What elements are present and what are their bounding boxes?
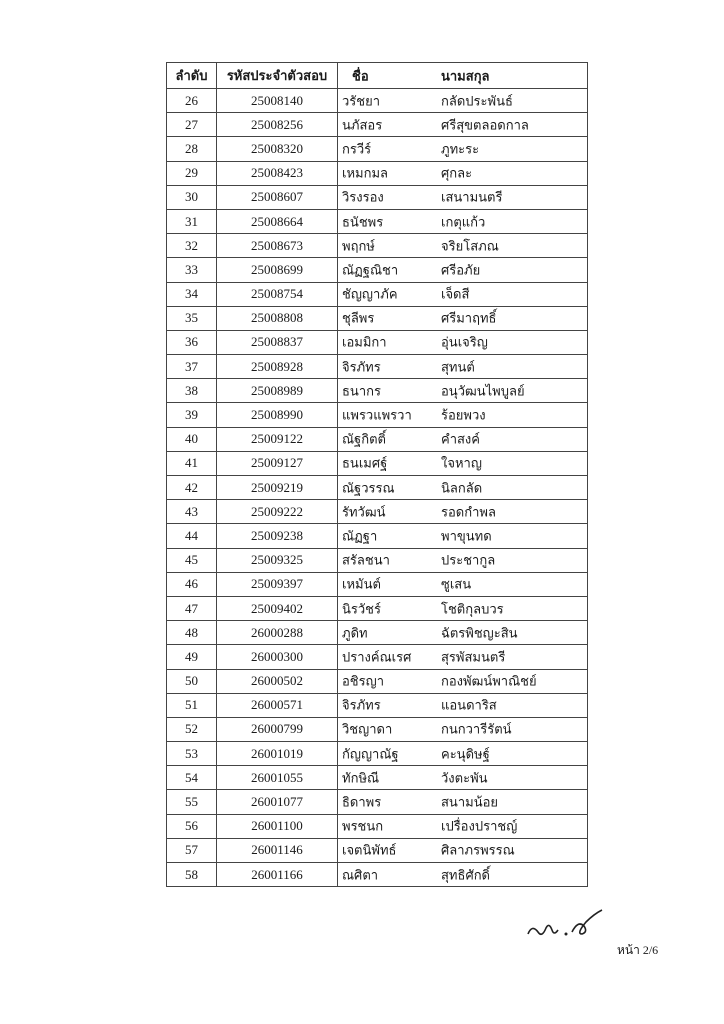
row-last-name: สุทนต์ <box>441 359 475 375</box>
row-no: 40 <box>167 427 217 451</box>
row-id: 25008989 <box>217 379 338 403</box>
table-row <box>167 258 588 282</box>
row-last-name: ฉัตรพิชญะสิน <box>441 625 518 641</box>
row-id: 25009238 <box>217 524 338 548</box>
table-row <box>167 185 588 209</box>
row-name <box>338 379 588 403</box>
row-name <box>338 766 588 790</box>
row-first-name: ปรางค์ณเรศ <box>342 649 412 665</box>
row-id: 25009127 <box>217 451 338 475</box>
row-last-name: รอดกำพล <box>441 504 496 520</box>
row-name <box>338 645 588 669</box>
row-id: 25009397 <box>217 572 338 596</box>
row-name <box>338 451 588 475</box>
table-row <box>167 234 588 258</box>
row-last-name: สนามน้อย <box>441 794 499 810</box>
row-first-name: อชิรญา <box>342 673 384 689</box>
row-last-name: วังตะพัน <box>441 770 488 786</box>
table-row <box>167 645 588 669</box>
table-row <box>167 209 588 233</box>
row-first-name: ณศิตา <box>342 867 379 883</box>
row-last-name: เจ็ดสี <box>441 286 470 302</box>
header-name <box>338 63 588 89</box>
row-no: 34 <box>167 282 217 306</box>
row-id: 25008423 <box>217 161 338 185</box>
row-first-name: ธนากร <box>342 383 381 399</box>
row-name <box>338 693 588 717</box>
row-id: 26001077 <box>217 790 338 814</box>
table-row <box>167 113 588 137</box>
row-first-name: วิชญาดา <box>342 721 393 737</box>
row-no: 57 <box>167 838 217 862</box>
table-row <box>167 572 588 596</box>
row-no: 26 <box>167 89 217 113</box>
row-no: 49 <box>167 645 217 669</box>
row-first-name: วิรงรอง <box>342 189 384 205</box>
row-first-name: ณัฐวรรณ <box>342 480 395 496</box>
row-name <box>338 137 588 161</box>
row-first-name: ภูดิท <box>342 625 368 641</box>
row-id: 25009122 <box>217 427 338 451</box>
row-name <box>338 621 588 645</box>
row-no: 58 <box>167 863 217 887</box>
row-no: 43 <box>167 500 217 524</box>
row-last-name: ซูเสน <box>441 576 472 592</box>
row-id: 26001055 <box>217 766 338 790</box>
row-no: 50 <box>167 669 217 693</box>
table-row <box>167 742 588 766</box>
row-last-name: สุรพัสมนตรี <box>441 649 506 665</box>
row-last-name: ศุกละ <box>441 165 473 181</box>
row-no: 33 <box>167 258 217 282</box>
row-id: 26000571 <box>217 693 338 717</box>
row-no: 37 <box>167 355 217 379</box>
row-first-name: พรชนก <box>342 818 384 834</box>
row-last-name: กลัดประพันธ์ <box>441 93 513 109</box>
row-no: 44 <box>167 524 217 548</box>
table-row <box>167 669 588 693</box>
header-no: ลำดับ <box>167 63 217 89</box>
row-name <box>338 282 588 306</box>
row-no: 42 <box>167 476 217 500</box>
row-last-name: คำสงค์ <box>441 431 480 447</box>
row-last-name: ศรีสุขตลอดกาล <box>441 117 529 133</box>
row-last-name: อุ่นเจริญ <box>441 334 488 350</box>
row-no: 38 <box>167 379 217 403</box>
table-row <box>167 379 588 403</box>
row-name <box>338 355 588 379</box>
row-no: 46 <box>167 572 217 596</box>
row-first-name: ณัฐกิตติ์ <box>342 431 386 447</box>
table-row <box>167 524 588 548</box>
row-id: 25009222 <box>217 500 338 524</box>
table-row <box>167 427 588 451</box>
row-no: 31 <box>167 209 217 233</box>
row-last-name: โชติกุลบวร <box>441 601 504 617</box>
row-first-name: นภัสอร <box>342 117 383 133</box>
table-row <box>167 89 588 113</box>
table-row <box>167 161 588 185</box>
row-id: 25009219 <box>217 476 338 500</box>
row-name <box>338 548 588 572</box>
row-name <box>338 234 588 258</box>
row-name <box>338 863 588 887</box>
row-id: 25008837 <box>217 330 338 354</box>
row-id: 25008320 <box>217 137 338 161</box>
header-first-name: ชื่อ <box>352 68 369 83</box>
row-last-name: จริยโสภณ <box>441 238 499 254</box>
row-first-name: ธนเมศฐ์ <box>342 455 388 471</box>
row-name <box>338 790 588 814</box>
row-last-name: ร้อยพวง <box>441 407 486 423</box>
row-first-name: จิรภัทร <box>342 697 381 713</box>
row-first-name: กัญญาณัฐ <box>342 746 399 762</box>
row-no: 30 <box>167 185 217 209</box>
signature <box>520 904 610 944</box>
row-no: 39 <box>167 403 217 427</box>
table-row <box>167 403 588 427</box>
row-name <box>338 572 588 596</box>
row-id: 25009325 <box>217 548 338 572</box>
row-id: 26001019 <box>217 742 338 766</box>
table-header <box>167 63 588 89</box>
row-id: 26001166 <box>217 863 338 887</box>
row-id: 25008673 <box>217 234 338 258</box>
row-last-name: คะนุดิษฐ์ <box>441 746 490 762</box>
row-name <box>338 838 588 862</box>
row-no: 47 <box>167 596 217 620</box>
row-id: 25008664 <box>217 209 338 233</box>
row-id: 26000799 <box>217 717 338 741</box>
table-row <box>167 500 588 524</box>
row-name <box>338 185 588 209</box>
row-no: 45 <box>167 548 217 572</box>
row-id: 25008754 <box>217 282 338 306</box>
row-last-name: กองพัฒน์พาณิชย์ <box>441 673 537 689</box>
row-last-name: ประชากูล <box>441 552 496 568</box>
row-no: 48 <box>167 621 217 645</box>
table-row <box>167 451 588 475</box>
row-name <box>338 306 588 330</box>
table-row <box>167 330 588 354</box>
table-row <box>167 355 588 379</box>
row-name <box>338 403 588 427</box>
row-last-name: ศรีอภัย <box>441 262 481 278</box>
row-last-name: ศรีมาฤทธิ์ <box>441 310 497 326</box>
row-id: 26000300 <box>217 645 338 669</box>
row-name <box>338 524 588 548</box>
row-first-name: เหมันต์ <box>342 576 381 592</box>
table-row <box>167 766 588 790</box>
row-first-name: จิรภัทร <box>342 359 381 375</box>
row-no: 54 <box>167 766 217 790</box>
row-name <box>338 717 588 741</box>
row-no: 27 <box>167 113 217 137</box>
row-id: 25008990 <box>217 403 338 427</box>
row-first-name: ชัญญาภัค <box>342 286 398 302</box>
row-name <box>338 89 588 113</box>
row-no: 41 <box>167 451 217 475</box>
row-first-name: วรัชยา <box>342 93 381 109</box>
row-no: 52 <box>167 717 217 741</box>
row-first-name: ทักษิณี <box>342 770 380 786</box>
table-row <box>167 863 588 887</box>
row-no: 35 <box>167 306 217 330</box>
row-first-name: รัทวัฒน์ <box>342 504 386 520</box>
table-row <box>167 476 588 500</box>
table-row <box>167 790 588 814</box>
table-row <box>167 282 588 306</box>
row-last-name: แอนดาริส <box>441 697 497 713</box>
table-row <box>167 814 588 838</box>
table-row <box>167 548 588 572</box>
row-name <box>338 258 588 282</box>
row-first-name: สรัลชนา <box>342 552 390 568</box>
table-row <box>167 137 588 161</box>
row-no: 51 <box>167 693 217 717</box>
row-id: 25008699 <box>217 258 338 282</box>
table-row <box>167 838 588 862</box>
row-first-name: เอมมิกา <box>342 334 387 350</box>
row-no: 55 <box>167 790 217 814</box>
table-row <box>167 693 588 717</box>
row-name <box>338 161 588 185</box>
page-number: หน้า 2/6 <box>617 943 659 957</box>
row-first-name: แพรวแพรวา <box>342 407 412 423</box>
row-first-name: ธิดาพร <box>342 794 382 810</box>
row-id: 26001146 <box>217 838 338 862</box>
row-id: 26001100 <box>217 814 338 838</box>
table-row <box>167 717 588 741</box>
row-name <box>338 330 588 354</box>
table-row <box>167 621 588 645</box>
row-name <box>338 500 588 524</box>
table-row <box>167 306 588 330</box>
row-name <box>338 427 588 451</box>
row-last-name: เกตุแก้ว <box>441 214 486 230</box>
row-id: 25008607 <box>217 185 338 209</box>
row-last-name: ใจหาญ <box>441 455 482 471</box>
row-id: 26000502 <box>217 669 338 693</box>
row-no: 36 <box>167 330 217 354</box>
row-last-name: พาขุนทด <box>441 528 492 544</box>
row-last-name: ภูทะระ <box>441 141 480 157</box>
row-name <box>338 814 588 838</box>
row-last-name: อนุวัฒนไพบูลย์ <box>441 383 525 399</box>
row-last-name: สุทธิศักดิ์ <box>441 867 491 883</box>
row-first-name: กรวีร์ <box>342 141 372 157</box>
row-id: 25009402 <box>217 596 338 620</box>
row-first-name: นิรวัชร์ <box>342 601 381 617</box>
row-name <box>338 669 588 693</box>
row-first-name: ชุลีพร <box>342 310 375 326</box>
row-first-name: พฤกษ์ <box>342 238 375 254</box>
row-last-name: นิลกลัด <box>441 480 483 496</box>
row-last-name: ศิลาภรพรรณ <box>441 842 515 858</box>
row-id: 25008140 <box>217 89 338 113</box>
row-name <box>338 476 588 500</box>
row-no: 56 <box>167 814 217 838</box>
row-first-name: ณัฏฐา <box>342 528 378 544</box>
row-id: 25008928 <box>217 355 338 379</box>
row-no: 53 <box>167 742 217 766</box>
row-name <box>338 596 588 620</box>
row-first-name: เหมกมล <box>342 165 388 181</box>
row-first-name: ธนัชพร <box>342 214 384 230</box>
row-first-name: เจตนิพัทธ์ <box>342 842 397 858</box>
row-id: 25008256 <box>217 113 338 137</box>
header-id: รหัสประจำตัวสอบ <box>217 63 338 89</box>
row-last-name: กนกวารีรัตน์ <box>441 721 512 737</box>
row-name <box>338 113 588 137</box>
row-last-name: เสนามนตรี <box>441 189 503 205</box>
row-no: 29 <box>167 161 217 185</box>
row-no: 28 <box>167 137 217 161</box>
candidate-table <box>166 62 588 887</box>
table-row <box>167 596 588 620</box>
header-last-name: นามสกุล <box>441 68 490 83</box>
row-id: 25008808 <box>217 306 338 330</box>
row-first-name: ณัฏฐณิชา <box>342 262 399 278</box>
row-id: 26000288 <box>217 621 338 645</box>
row-no: 32 <box>167 234 217 258</box>
row-name <box>338 742 588 766</box>
row-name <box>338 209 588 233</box>
row-last-name: เปรื่องปราชญ์ <box>441 818 518 834</box>
